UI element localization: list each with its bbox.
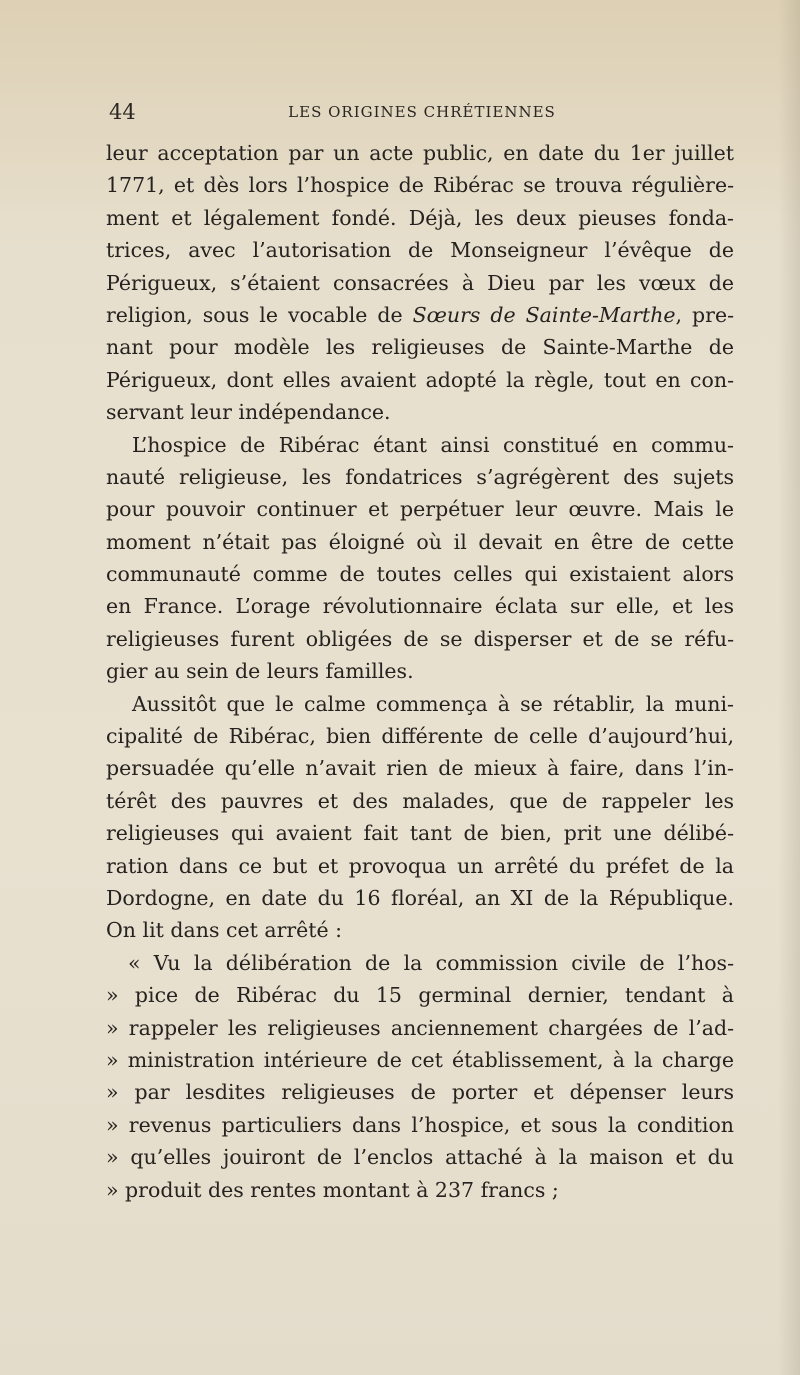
text-line: servant leur indépendance. (106, 400, 391, 425)
text-line: religieuses qui avaient fait tant de bien, prit une délibé- (106, 821, 734, 846)
text-line: pour pouvoir continuer et perpétuer leur œuvre. Mais le (106, 497, 734, 522)
text-line: L’hospice de Ribérac étant ainsi constitué en commu- (132, 432, 734, 457)
quote-line: » produit des rentes montant à 237 francs ; (106, 1177, 559, 1202)
text-line: religieuses furent obligées de se disperser et de se réfu- (106, 626, 734, 651)
quote-line: » pice de Ribérac du 15 germinal dernier, tendant à (106, 983, 734, 1008)
text-line: Périgueux, dont elles avaient adopté la règle, tout en con- (106, 367, 734, 392)
text-line: On lit dans cet arrêté : (106, 918, 343, 943)
quote-line: » par lesdites religieuses de porter et dépenser leurs (106, 1080, 734, 1105)
text-segment: , pre- (675, 302, 734, 327)
quote-line: » ministration intérieure de cet établissement, à la charge (106, 1047, 734, 1072)
text-line: communauté comme de toutes celles qui existaient alors (106, 562, 734, 587)
text-line (106, 299, 734, 331)
text-line: térêt des pauvres et des malades, que de rappeler les (106, 788, 734, 813)
italic-title: Sœurs de Sainte-Marthe (412, 302, 676, 327)
text-line: nant pour modèle les religieuses de Sainte-Marthe de (106, 335, 734, 360)
quote-line: » revenus particuliers dans l’hospice, et sous la condition (106, 1112, 734, 1137)
quote-line: « Vu la délibération de la commission civile de l’hos- (128, 950, 734, 975)
text-line: leur acceptation par un acte public, en date du 1er juillet (106, 141, 734, 165)
text-line: moment n’était pas éloigné où il devait en être de cette (106, 529, 734, 554)
running-title: LES ORIGINES CHRÉTIENNES (288, 103, 556, 121)
text-segment: religion, sous le vocable de (106, 302, 413, 327)
text-line: ration dans ce but et provoqua un arrêté du préfet de la (106, 853, 734, 878)
text-line: trices, avec l’autorisation de Monseigneur l’évêque de (106, 238, 734, 263)
page-header (109, 98, 735, 126)
text-line: gier au sein de leurs familles. (106, 659, 414, 684)
quote-line: » qu’elles jouiront de l’enclos attaché à la maison et du (106, 1145, 734, 1170)
body-text (106, 137, 734, 1206)
page-edge-shadow (778, 0, 800, 1375)
text-line: en France. L’orage révolutionnaire éclata sur elle, et les (106, 594, 734, 619)
text-line: Périgueux, s’étaient consacrées à Dieu par les vœux de (106, 270, 734, 295)
text-line: 1771, et dès lors l’hospice de Ribérac se trouva régulière- (106, 173, 734, 198)
text-line: Dordogne, en date du 16 floréal, an XI de la République. (106, 885, 734, 910)
text-line: Aussitôt que le calme commença à se rétablir, la muni- (132, 691, 734, 716)
text-line: nauté religieuse, les fondatrices s’agrégèrent des sujets (106, 464, 734, 489)
text-line: ment et légalement fondé. Déjà, les deux pieuses fonda- (106, 205, 734, 230)
text-line: persuadée qu’elle n’avait rien de mieux à faire, dans l’in- (106, 756, 734, 781)
quote-line: » rappeler les religieuses anciennement chargées de l’ad- (106, 1015, 734, 1040)
page-number: 44 (109, 100, 136, 124)
text-line: cipalité de Ribérac, bien différente de celle d’aujourd’hui, (106, 724, 734, 749)
